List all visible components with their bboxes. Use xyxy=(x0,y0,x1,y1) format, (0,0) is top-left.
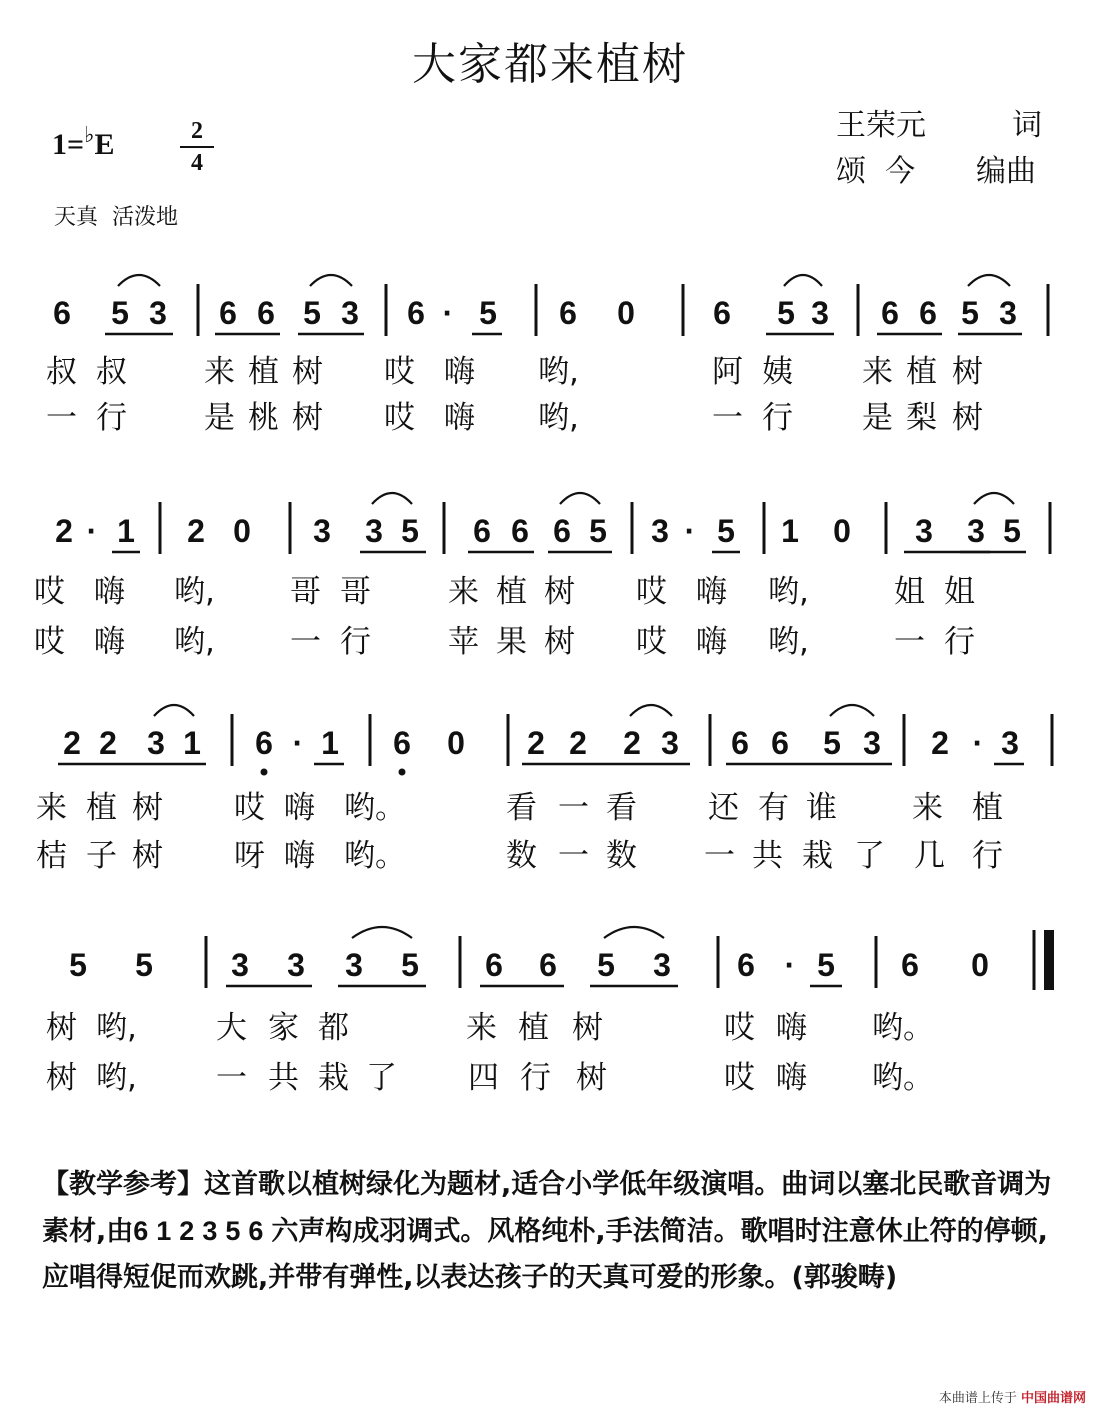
lyric-char: 哟, xyxy=(538,354,579,390)
lyric-char: 树 xyxy=(292,354,323,390)
note: 6 xyxy=(771,725,789,761)
lyric-char: 来 xyxy=(204,354,235,390)
lyric-char: 嗨 xyxy=(444,400,475,436)
lyric-char: 嗨 xyxy=(696,574,727,610)
note: 6 xyxy=(53,295,71,331)
note: 6 xyxy=(257,295,275,331)
note: 2 xyxy=(527,725,545,761)
lyric-char: 一 xyxy=(46,400,77,436)
note: 3 xyxy=(863,725,881,761)
lyric-char: 哥 xyxy=(340,574,371,610)
tempo-marking: 天真 活泼地 xyxy=(54,205,178,230)
note: 2 xyxy=(623,725,641,761)
note: 3 xyxy=(651,513,669,549)
lyric-char: 树 xyxy=(952,400,983,436)
lyric-char: 树 xyxy=(572,1010,603,1046)
lyric-char: 姐 xyxy=(894,574,925,610)
lyric-char: 树 xyxy=(544,574,575,610)
footer xyxy=(939,1387,1086,1406)
lyric-char: 树 xyxy=(46,1010,77,1046)
note: 5 xyxy=(135,947,153,983)
note: 6 xyxy=(511,513,529,549)
lyric-char: 树 xyxy=(292,400,323,436)
lyric-char: 一 xyxy=(216,1060,247,1096)
lyric-char: 还 xyxy=(708,790,739,826)
lyric-char: 苹 xyxy=(448,624,479,660)
time-bottom: 4 xyxy=(191,150,203,176)
lyric-char: 哟, xyxy=(538,400,579,436)
note: 5 xyxy=(589,513,607,549)
lyric-char: 行 xyxy=(762,400,793,436)
note: 5 xyxy=(303,295,321,331)
lyric-char: 哟。 xyxy=(872,1010,934,1046)
lyric-char: 行 xyxy=(96,400,127,436)
note: 3 xyxy=(313,513,331,549)
note: 6 xyxy=(393,725,411,761)
note: 6 xyxy=(473,513,491,549)
lyric-char: 桃 xyxy=(248,400,279,436)
note: 2 xyxy=(55,513,73,549)
lyric-char: 哟。 xyxy=(344,838,406,874)
note: 6 xyxy=(919,295,937,331)
lyric-char: 一 xyxy=(290,624,321,660)
lyric-char: 嗨 xyxy=(94,574,125,610)
lyric-char: 哟, xyxy=(96,1010,137,1046)
lyric-char: 树 xyxy=(46,1060,77,1096)
lyric-char: 哎 xyxy=(34,624,65,660)
lyric-char: 了 xyxy=(854,838,885,874)
lyricist: 王荣元 xyxy=(836,108,926,143)
lyric-char: 植 xyxy=(248,354,279,390)
lyric-char: 植 xyxy=(496,574,527,610)
reference-text-1: 这首歌以植树绿化为题材,适合小学低年级演唱。曲词以塞北民歌音调为素材,由 xyxy=(42,1169,1052,1247)
note: 5 xyxy=(1003,513,1021,549)
lyric-char: 叔 xyxy=(46,354,77,390)
note: 3 xyxy=(149,295,167,331)
lyric-char: 哎 xyxy=(636,624,667,660)
note: 0 xyxy=(971,947,989,983)
lyric-char: 家 xyxy=(268,1010,299,1046)
reference-text-2: 六声构成羽调式。风格纯朴,手法简洁。歌唱时注意休止符的停顿,应唱得短促而欢跳,并带有弹性,以表达孩子的天真可爱的形象。(郭骏畴) xyxy=(42,1216,1048,1293)
lyric-char: 呀 xyxy=(234,838,265,874)
note: 6 xyxy=(731,725,749,761)
note: 3 xyxy=(653,947,671,983)
lyric-char: 大 xyxy=(216,1010,247,1046)
lyric-char: 栽 xyxy=(802,838,833,874)
lyric-char: 哎 xyxy=(384,354,415,390)
note: 2 xyxy=(569,725,587,761)
note: 3 xyxy=(811,295,829,331)
note: 6 xyxy=(881,295,899,331)
lyric-char: 树 xyxy=(576,1060,607,1096)
lyric-char: 植 xyxy=(972,790,1003,826)
lyric-char: 哎 xyxy=(724,1010,755,1046)
lyric-char: 桔 xyxy=(36,838,67,874)
lyric-char: 看 xyxy=(506,790,537,826)
lyric-char: 哟, xyxy=(174,624,215,660)
note: 1 xyxy=(117,513,135,549)
lyric-char: 是 xyxy=(204,400,235,436)
lyric-char: 看 xyxy=(606,790,637,826)
lyric-char: 嗨 xyxy=(776,1010,807,1046)
note: 5 xyxy=(111,295,129,331)
composer-role: 编曲 xyxy=(976,154,1036,189)
note: 1 xyxy=(781,513,799,549)
lyric-char: 树 xyxy=(544,624,575,660)
note: 2 xyxy=(931,725,949,761)
lyric-char: 行 xyxy=(944,624,975,660)
lyric-char: 四 xyxy=(468,1060,499,1096)
lyric-char: 哎 xyxy=(34,574,65,610)
time-top: 2 xyxy=(191,118,203,144)
key-note: E xyxy=(94,128,115,161)
note: 5 xyxy=(597,947,615,983)
note: 5 xyxy=(401,947,419,983)
lyric-char: 哟, xyxy=(768,624,809,660)
lyric-char: 哟, xyxy=(96,1060,137,1096)
lyric-char: 子 xyxy=(86,838,117,874)
note: 5 xyxy=(961,295,979,331)
footer-brand: 中国曲谱网 xyxy=(1020,1391,1086,1406)
lyric-char: 梨 xyxy=(906,400,937,436)
augmentation-dot: · xyxy=(442,295,454,331)
lyric-char: 行 xyxy=(520,1060,551,1096)
note: 6 xyxy=(219,295,237,331)
lyric-char: 哎 xyxy=(636,574,667,610)
lyric-char: 姐 xyxy=(944,574,975,610)
note: 2 xyxy=(63,725,81,761)
lyric-char: 哎 xyxy=(724,1060,755,1096)
note: 5 xyxy=(817,947,835,983)
lyricist-role: 词 xyxy=(1012,108,1042,143)
lyric-char: 树 xyxy=(132,838,163,874)
lyric-char: 来 xyxy=(466,1010,497,1046)
lyric-char: 一 xyxy=(712,400,743,436)
note: 6 xyxy=(713,295,731,331)
lyric-char: 栽 xyxy=(318,1060,349,1096)
lyric-char: 树 xyxy=(132,790,163,826)
lyric-char: 数 xyxy=(606,838,637,874)
lyric-char: 都 xyxy=(318,1010,349,1046)
lyric-char: 哥 xyxy=(290,574,321,610)
note: 3 xyxy=(231,947,249,983)
lyric-char: 嗨 xyxy=(284,838,315,874)
lyric-char: 数 xyxy=(506,838,537,874)
note: 6 xyxy=(539,947,557,983)
lyric-char: 共 xyxy=(268,1060,299,1096)
lyric-char: 有 xyxy=(758,790,789,826)
lyric-char: 姨 xyxy=(762,354,793,390)
composer: 颂 今 xyxy=(836,154,916,189)
note: 3 xyxy=(915,513,933,549)
reference-bracket: 【教学参考】 xyxy=(42,1169,204,1200)
lyric-char: 一 xyxy=(704,838,735,874)
lyric-char: 嗨 xyxy=(94,624,125,660)
note: 0 xyxy=(233,513,251,549)
lyric-char: 来 xyxy=(862,354,893,390)
note: 3 xyxy=(967,513,985,549)
lyric-char: 一 xyxy=(894,624,925,660)
lyric-char: 嗨 xyxy=(696,624,727,660)
lyric-char: 共 xyxy=(752,838,783,874)
note: 6 xyxy=(485,947,503,983)
song-title: 大家都来植树 xyxy=(412,39,688,90)
lyric-char: 哟。 xyxy=(872,1060,934,1096)
lyric-char: 行 xyxy=(340,624,371,660)
lyric-char: 嗨 xyxy=(776,1060,807,1096)
augmentation-dot: · xyxy=(684,513,696,549)
lyric-char: 阿 xyxy=(712,354,743,390)
note: 5 xyxy=(717,513,735,549)
note: 3 xyxy=(147,725,165,761)
lyric-char: 果 xyxy=(496,624,527,660)
note: 6 xyxy=(559,295,577,331)
note: 6 xyxy=(737,947,755,983)
note: 6 xyxy=(553,513,571,549)
lyric-char: 嗨 xyxy=(444,354,475,390)
note: 1 xyxy=(183,725,201,761)
note: 6 xyxy=(407,295,425,331)
note: 2 xyxy=(99,725,117,761)
note: 5 xyxy=(823,725,841,761)
lyric-char: 一 xyxy=(558,838,589,874)
lyric-char: 哟, xyxy=(768,574,809,610)
teaching-reference xyxy=(42,1162,1058,1301)
note: 0 xyxy=(617,295,635,331)
lyric-char: 植 xyxy=(906,354,937,390)
note: 0 xyxy=(833,513,851,549)
lyric-char: 哎 xyxy=(234,790,265,826)
lyric-char: 哎 xyxy=(384,400,415,436)
note: 5 xyxy=(69,947,87,983)
lyric-char: 几 xyxy=(914,838,945,874)
note: 6 xyxy=(255,725,273,761)
lyric-char: 来 xyxy=(36,790,67,826)
augmentation-dot: · xyxy=(784,947,796,983)
augmentation-dot: · xyxy=(972,725,984,761)
note: 0 xyxy=(447,725,465,761)
note: 3 xyxy=(345,947,363,983)
note: 3 xyxy=(1001,725,1019,761)
lyric-char: 嗨 xyxy=(284,790,315,826)
note: 2 xyxy=(187,513,205,549)
lyric-char: 一 xyxy=(558,790,589,826)
note: 3 xyxy=(661,725,679,761)
augmentation-dot: · xyxy=(86,513,98,549)
lyric-char: 植 xyxy=(518,1010,549,1046)
note: 3 xyxy=(287,947,305,983)
note: 5 xyxy=(479,295,497,331)
note: 6 xyxy=(901,947,919,983)
flat-sign: ♭ xyxy=(84,122,95,147)
note: 5 xyxy=(401,513,419,549)
lyric-char: 植 xyxy=(86,790,117,826)
note: 5 xyxy=(777,295,795,331)
note: 3 xyxy=(999,295,1017,331)
note: 3 xyxy=(341,295,359,331)
lyric-char: 谁 xyxy=(806,790,837,826)
note: 1 xyxy=(321,725,339,761)
footer-text: 本曲谱上传于 xyxy=(938,1391,1017,1406)
lyric-char: 叔 xyxy=(96,354,127,390)
augmentation-dot: · xyxy=(292,725,304,761)
lyric-char: 是 xyxy=(862,400,893,436)
lyric-char: 哟, xyxy=(174,574,215,610)
reference-scale: 612356 xyxy=(133,1216,272,1246)
key-prefix: 1= xyxy=(52,128,85,161)
lyric-char: 哟。 xyxy=(344,790,406,826)
lyric-char: 来 xyxy=(448,574,479,610)
lyric-char: 来 xyxy=(912,790,943,826)
lyric-char: 树 xyxy=(952,354,983,390)
lyric-char: 了 xyxy=(366,1060,397,1096)
note: 3 xyxy=(365,513,383,549)
lyric-char: 行 xyxy=(972,838,1003,874)
